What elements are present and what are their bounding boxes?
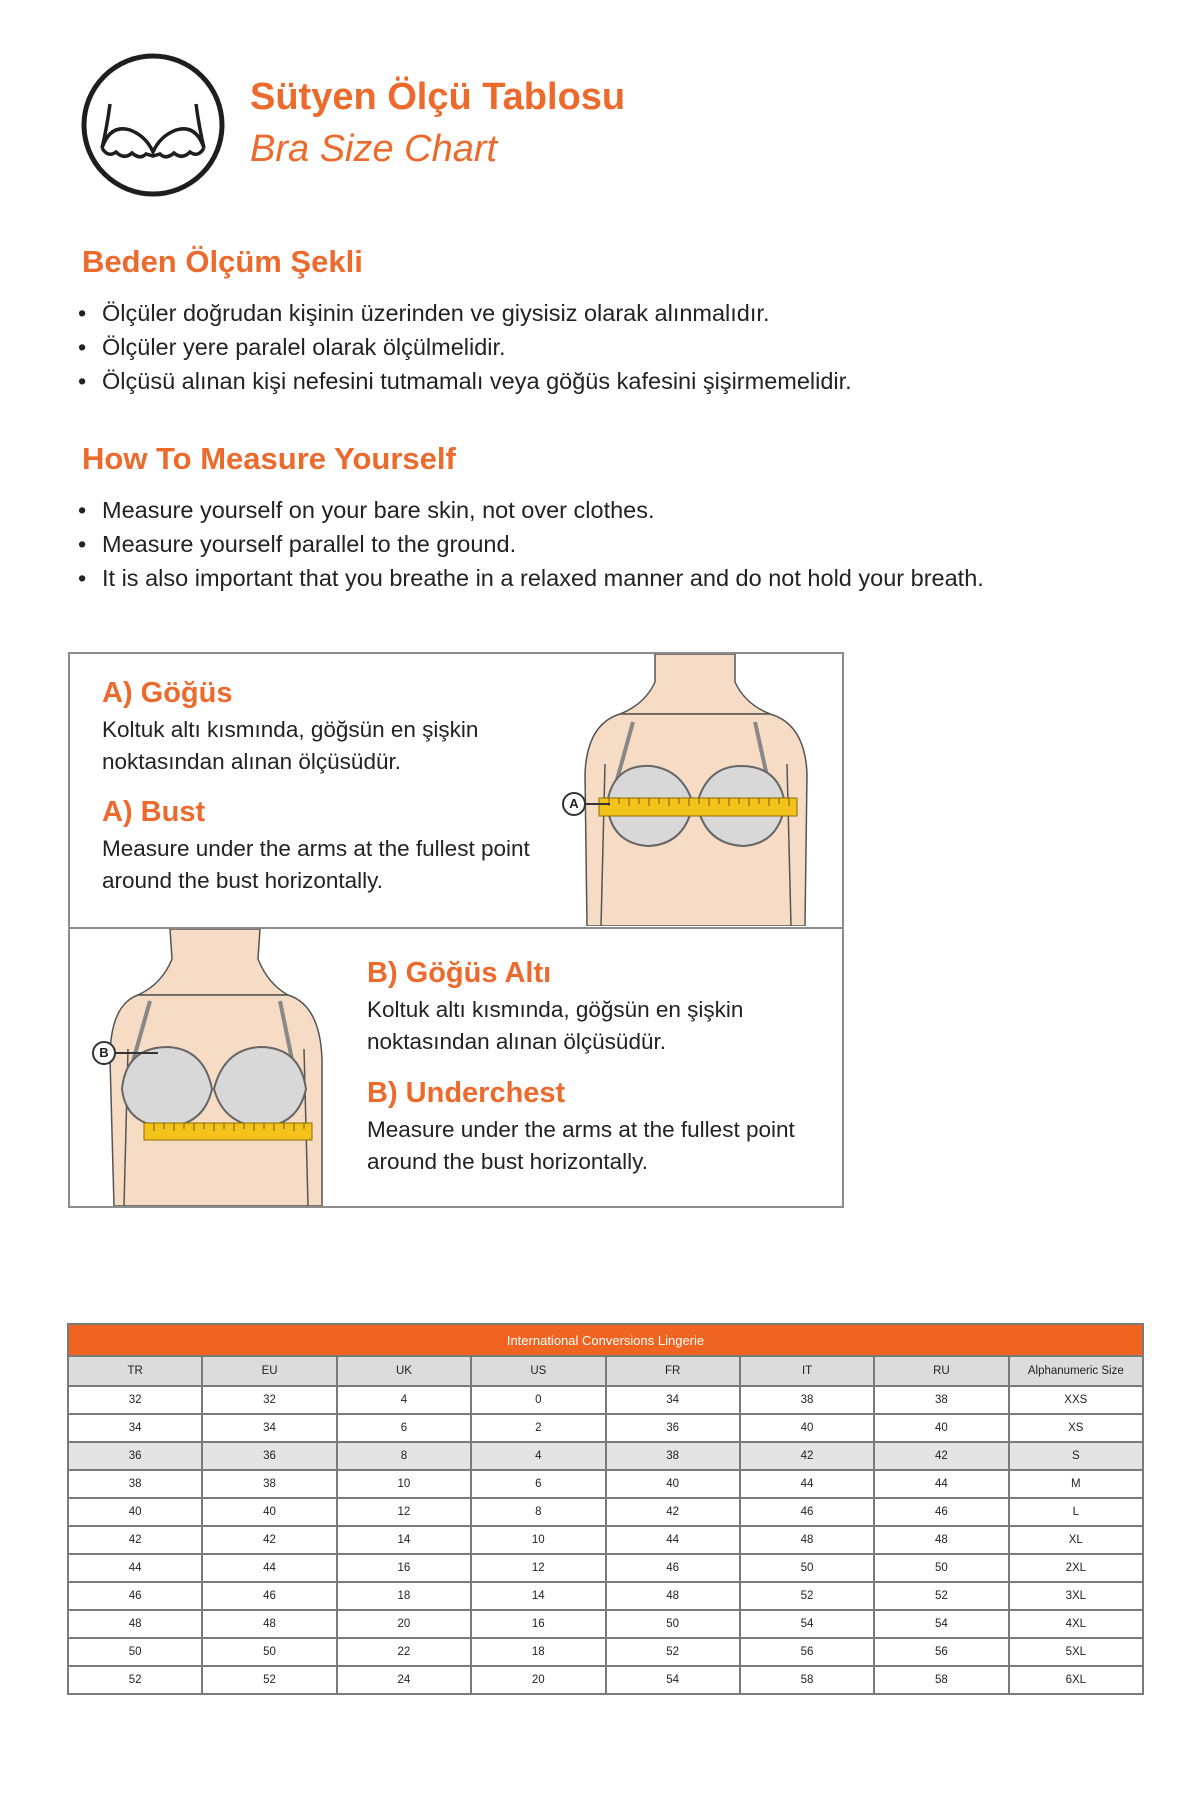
table-cell: 6 xyxy=(337,1414,471,1442)
underchest-text-en: Measure under the arms at the fullest point around the bust horizontally. xyxy=(367,1117,795,1174)
list-item: • Measure yourself on your bare skin, not over clothes. xyxy=(78,493,984,527)
table-row xyxy=(68,1414,1143,1442)
table-cell: 2 xyxy=(471,1414,605,1442)
table-cell: 48 xyxy=(874,1526,1008,1554)
table-cell: M xyxy=(1009,1470,1143,1498)
column-header: US xyxy=(471,1356,605,1386)
table-cell: 54 xyxy=(606,1666,740,1694)
table-cell: 12 xyxy=(471,1554,605,1582)
table-row xyxy=(68,1638,1143,1666)
column-header: UK xyxy=(337,1356,471,1386)
table-row xyxy=(68,1526,1143,1554)
table-cell: XS xyxy=(1009,1414,1143,1442)
underchest-text-tr: Koltuk altı kısmında, göğsün en şişkin noktasından alınan ölçüsüdür. xyxy=(367,997,744,1054)
table-cell: 18 xyxy=(471,1638,605,1666)
table-cell: 40 xyxy=(606,1470,740,1498)
table-cell: 44 xyxy=(874,1470,1008,1498)
size-conversion-table xyxy=(67,1323,1144,1695)
marker-a-line xyxy=(586,803,610,805)
table-cell: 5XL xyxy=(1009,1638,1143,1666)
table-cell: 48 xyxy=(606,1582,740,1610)
table-cell: 48 xyxy=(740,1526,874,1554)
underchest-measure-illustration xyxy=(100,929,330,1206)
page-subtitle: Bra Size Chart xyxy=(250,128,498,170)
underchest-heading-en: B) Underchest xyxy=(367,1077,566,1109)
section-heading-en: How To Measure Yourself xyxy=(82,441,456,476)
table-cell: 38 xyxy=(740,1386,874,1414)
table-cell: 8 xyxy=(337,1442,471,1470)
table-cell: 54 xyxy=(874,1610,1008,1638)
table-header-row xyxy=(68,1356,1143,1386)
table-cell: 38 xyxy=(874,1386,1008,1414)
bullet-list-en xyxy=(78,493,984,595)
table-cell: 48 xyxy=(202,1610,336,1638)
table-cell: 38 xyxy=(68,1470,202,1498)
table-cell: 40 xyxy=(740,1414,874,1442)
column-header: EU xyxy=(202,1356,336,1386)
marker-b: B xyxy=(92,1041,116,1065)
table-cell: 56 xyxy=(740,1638,874,1666)
table-cell: 4XL xyxy=(1009,1610,1143,1638)
bra-outline-icon xyxy=(80,52,226,198)
table-cell: 34 xyxy=(68,1414,202,1442)
table-cell: 44 xyxy=(68,1554,202,1582)
table-cell: 4 xyxy=(471,1442,605,1470)
table-cell: 42 xyxy=(68,1526,202,1554)
table-cell: 4 xyxy=(337,1386,471,1414)
table-cell: 16 xyxy=(471,1610,605,1638)
table-cell: 54 xyxy=(740,1610,874,1638)
table-cell: 6 xyxy=(471,1470,605,1498)
table-cell: 18 xyxy=(337,1582,471,1610)
page-title: Sütyen Ölçü Tablosu xyxy=(250,76,626,118)
table-cell: 44 xyxy=(202,1554,336,1582)
table-cell: 50 xyxy=(740,1554,874,1582)
table-cell: 40 xyxy=(874,1414,1008,1442)
table-cell: 46 xyxy=(740,1498,874,1526)
table-row xyxy=(68,1582,1143,1610)
list-item: • Ölçüler doğrudan kişinin üzerinden ve giysisiz olarak alınmalıdır. xyxy=(78,296,852,330)
bust-heading-en: A) Bust xyxy=(102,796,206,828)
table-cell: 10 xyxy=(337,1470,471,1498)
table-cell: 52 xyxy=(740,1582,874,1610)
table-row xyxy=(68,1498,1143,1526)
table-cell: 52 xyxy=(202,1666,336,1694)
table-cell: 3XL xyxy=(1009,1582,1143,1610)
bust-heading-tr: A) Göğüs xyxy=(102,677,233,709)
list-item: • Ölçüler yere paralel olarak ölçülmelidir. xyxy=(78,330,852,364)
table-cell: 44 xyxy=(606,1526,740,1554)
list-item: • It is also important that you breathe in a relaxed manner and do not hold your breath. xyxy=(78,561,984,595)
table-row xyxy=(68,1666,1143,1694)
table-cell: 32 xyxy=(68,1386,202,1414)
bullet-list-tr xyxy=(78,296,852,398)
table-cell: 12 xyxy=(337,1498,471,1526)
table-row xyxy=(68,1554,1143,1582)
table-cell: 6XL xyxy=(1009,1666,1143,1694)
table-cell: XXS xyxy=(1009,1386,1143,1414)
table-cell: L xyxy=(1009,1498,1143,1526)
table-cell: 58 xyxy=(740,1666,874,1694)
column-header: FR xyxy=(606,1356,740,1386)
table-cell: 22 xyxy=(337,1638,471,1666)
marker-b-line xyxy=(116,1052,158,1054)
table-cell: 36 xyxy=(68,1442,202,1470)
table-cell: 34 xyxy=(606,1386,740,1414)
table-cell: 40 xyxy=(68,1498,202,1526)
table-cell: S xyxy=(1009,1442,1143,1470)
table-cell: 46 xyxy=(68,1582,202,1610)
table-cell: 46 xyxy=(202,1582,336,1610)
table-cell: 40 xyxy=(202,1498,336,1526)
marker-a: A xyxy=(562,792,586,816)
table-cell: 58 xyxy=(874,1666,1008,1694)
bust-measure-illustration xyxy=(565,654,825,926)
table-row xyxy=(68,1470,1143,1498)
table-cell: 0 xyxy=(471,1386,605,1414)
table-cell: 2XL xyxy=(1009,1554,1143,1582)
table-cell: 46 xyxy=(874,1498,1008,1526)
table-cell: 56 xyxy=(874,1638,1008,1666)
column-header: TR xyxy=(68,1356,202,1386)
table-cell: 52 xyxy=(874,1582,1008,1610)
table-cell: 52 xyxy=(68,1666,202,1694)
table-cell: 32 xyxy=(202,1386,336,1414)
list-item: • Ölçüsü alınan kişi nefesini tutmamalı veya göğüs kafesini şişirmemelidir. xyxy=(78,364,852,398)
table-cell: 14 xyxy=(337,1526,471,1554)
table-cell: 50 xyxy=(606,1610,740,1638)
table-cell: 42 xyxy=(740,1442,874,1470)
list-item: • Measure yourself parallel to the ground. xyxy=(78,527,984,561)
section-heading-tr: Beden Ölçüm Şekli xyxy=(82,244,363,279)
table-row xyxy=(68,1386,1143,1414)
table-cell: 38 xyxy=(606,1442,740,1470)
table-cell: 50 xyxy=(874,1554,1008,1582)
column-header: IT xyxy=(740,1356,874,1386)
bust-text-en: Measure under the arms at the fullest point around the bust horizontally. xyxy=(102,836,530,893)
table-cell: 20 xyxy=(337,1610,471,1638)
table-cell: 14 xyxy=(471,1582,605,1610)
table-cell: 48 xyxy=(68,1610,202,1638)
table-cell: 20 xyxy=(471,1666,605,1694)
table-cell: 36 xyxy=(202,1442,336,1470)
column-header: Alphanumeric Size xyxy=(1009,1356,1143,1386)
table-cell: 8 xyxy=(471,1498,605,1526)
table-body xyxy=(68,1386,1143,1694)
table-cell: 50 xyxy=(68,1638,202,1666)
table-cell: 10 xyxy=(471,1526,605,1554)
underchest-heading-tr: B) Göğüs Altı xyxy=(367,957,552,989)
table-cell: 46 xyxy=(606,1554,740,1582)
table-cell: 44 xyxy=(740,1470,874,1498)
table-cell: 36 xyxy=(606,1414,740,1442)
table-cell: 42 xyxy=(874,1442,1008,1470)
table-cell: 24 xyxy=(337,1666,471,1694)
table-cell: 42 xyxy=(202,1526,336,1554)
table-caption: International Conversions Lingerie xyxy=(68,1324,1143,1356)
table-cell: 16 xyxy=(337,1554,471,1582)
table-row xyxy=(68,1442,1143,1470)
table-cell: 50 xyxy=(202,1638,336,1666)
bust-text-tr: Koltuk altı kısmında, göğsün en şişkin noktasından alınan ölçüsüdür. xyxy=(102,717,479,774)
table-cell: 38 xyxy=(202,1470,336,1498)
table-cell: 52 xyxy=(606,1638,740,1666)
table-cell: 42 xyxy=(606,1498,740,1526)
table-cell: 34 xyxy=(202,1414,336,1442)
table-row xyxy=(68,1610,1143,1638)
table-cell: XL xyxy=(1009,1526,1143,1554)
column-header: RU xyxy=(874,1356,1008,1386)
